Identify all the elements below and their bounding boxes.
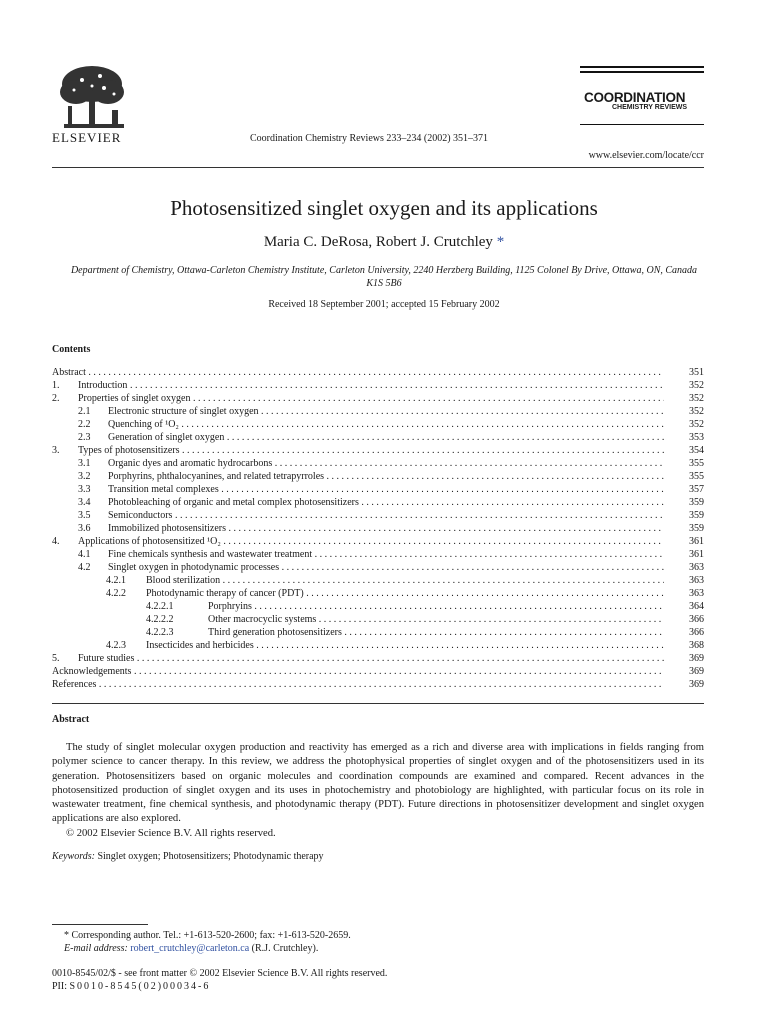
toc-entry-page: 359 (689, 523, 704, 534)
toc-entry[interactable] (52, 522, 704, 535)
toc-entry-label: Introduction . . . (78, 379, 664, 392)
toc-entry[interactable] (52, 509, 704, 522)
author-affiliation: Department of Chemistry, Ottawa-Carleton Chemistry Institute, Carleton University, 2240 Herzberg Building, 1125 Colonel By Drive, Ottawa, ON, Canada K1S 5B6 (70, 265, 698, 289)
abstract-body (52, 741, 704, 841)
toc-entry-label: Insecticides and herbicides . . . (146, 639, 664, 652)
toc-entry[interactable] (52, 613, 704, 626)
toc-entry-label: Future studies . . . (78, 652, 664, 665)
toc-entry-label: Transition metal complexes . . . (108, 483, 664, 496)
toc-entry-page: 359 (689, 510, 704, 521)
toc-entry[interactable] (52, 418, 704, 431)
table-of-contents (52, 366, 704, 691)
journal-logo-rule-second (580, 71, 704, 73)
toc-entry[interactable] (52, 548, 704, 561)
toc-entry[interactable] (52, 561, 704, 574)
pii-value: S0010-8545(02)00034-6 (69, 981, 211, 992)
toc-entry-label: Other macrocyclic systems . . . (208, 613, 664, 626)
toc-entry[interactable] (52, 366, 704, 379)
toc-entry[interactable] (52, 535, 704, 548)
toc-entry-label: Fine chemicals synthesis and wastewater treatment . . . (108, 548, 664, 561)
toc-entry-label: Porphyrins, phthalocyanines, and related tetrapyrroles . . . (108, 470, 664, 483)
toc-entry-label: Types of photosensitizers . . . (78, 444, 664, 457)
toc-entry-page: 359 (689, 497, 704, 508)
journal-logo-rule-top (580, 66, 704, 68)
toc-entry-page: 352 (689, 419, 704, 430)
toc-entry-number: 4.2.2 (106, 588, 126, 599)
keywords-list: Singlet oxygen; Photosensitizers; Photodynamic therapy (97, 851, 324, 862)
email-link[interactable]: robert_crutchley@carleton.ca (130, 943, 250, 954)
toc-entry-page: 357 (689, 484, 704, 495)
corresponding-author-mark[interactable]: * (496, 234, 505, 250)
toc-entry-page: 352 (689, 393, 704, 404)
toc-entry[interactable] (52, 639, 704, 652)
pii-line (52, 981, 210, 992)
toc-entry-number: 4.2.3 (106, 640, 126, 651)
toc-entry[interactable] (52, 574, 704, 587)
keywords-line (52, 851, 324, 862)
toc-entry-number: 2.3 (78, 432, 91, 443)
toc-entry-label: Applications of photosensitized ¹O₂ . . . (78, 535, 664, 548)
toc-entry[interactable] (52, 444, 704, 457)
toc-entry-page: 354 (689, 445, 704, 456)
toc-entry-number: 4.2.2.3 (146, 627, 174, 638)
toc-entry-label: Photobleaching of organic and metal complex photosensitizers . . . (108, 496, 664, 509)
toc-entry-page: 363 (689, 588, 704, 599)
toc-entry-page: 352 (689, 380, 704, 391)
toc-entry-number: 3.4 (78, 497, 91, 508)
toc-entry-page: 363 (689, 575, 704, 586)
toc-entry[interactable] (52, 470, 704, 483)
toc-entry[interactable] (52, 600, 704, 613)
pii-label: PII: (52, 981, 67, 992)
journal-reference: Coordination Chemistry Reviews 233–234 (2002) 351–371 (250, 133, 489, 144)
contents-divider (52, 703, 704, 704)
toc-entry-number: 4.2.1 (106, 575, 126, 586)
toc-entry-number: 4.1 (78, 549, 91, 560)
toc-entry-page: 351 (689, 367, 704, 378)
toc-entry-page: 369 (689, 653, 704, 664)
toc-entry-page: 353 (689, 432, 704, 443)
toc-entry-number: 1. (52, 380, 60, 391)
footnote-divider (52, 924, 148, 925)
toc-entry[interactable] (52, 431, 704, 444)
toc-entry-page: 366 (689, 627, 704, 638)
toc-entry-page: 363 (689, 562, 704, 573)
toc-entry-page: 361 (689, 549, 704, 560)
abstract-copyright: © 2002 Elsevier Science B.V. All rights reserved. (66, 827, 276, 839)
toc-entry[interactable] (52, 587, 704, 600)
toc-entry-label: Blood sterilization . . . (146, 574, 664, 587)
toc-entry[interactable] (52, 665, 704, 678)
toc-entry-number: 3.3 (78, 484, 91, 495)
toc-entry[interactable] (52, 678, 704, 691)
toc-entry-number: 4.2 (78, 562, 91, 573)
toc-entry-page: 352 (689, 406, 704, 417)
toc-entry-label: References . . . (52, 678, 664, 691)
publisher-name: ELSEVIER (52, 130, 122, 145)
toc-entry-number: 3.2 (78, 471, 91, 482)
corresponding-author-footnote: * Corresponding author. Tel.: +1-613-520-2600; fax: +1-613-520-2659. (64, 930, 351, 941)
toc-entry-number: 2.2 (78, 419, 91, 430)
journal-logo-rule-bottom (580, 124, 704, 125)
toc-entry-number: 3.6 (78, 523, 91, 534)
toc-entry-label: Properties of singlet oxygen . . . (78, 392, 664, 405)
toc-entry-page: 355 (689, 458, 704, 469)
toc-entry-page: 355 (689, 471, 704, 482)
article-title: Photosensitized singlet oxygen and its applications (170, 196, 598, 220)
toc-entry-label: Semiconductors . . . (108, 509, 664, 522)
received-dates: Received 18 September 2001; accepted 15 February 2002 (268, 299, 500, 310)
toc-entry[interactable] (52, 405, 704, 418)
toc-entry[interactable] (52, 392, 704, 405)
email-footnote (64, 943, 318, 954)
toc-entry-page: 368 (689, 640, 704, 651)
toc-entry-label: Acknowledgements . . . (52, 665, 664, 678)
elsevier-tree-logo (52, 62, 134, 132)
journal-url[interactable]: www.elsevier.com/locate/ccr (588, 150, 704, 161)
toc-entry[interactable] (52, 652, 704, 665)
toc-entry-page: 361 (689, 536, 704, 547)
toc-entry-number: 4.2.2.1 (146, 601, 174, 612)
toc-entry[interactable] (52, 483, 704, 496)
toc-entry-page: 366 (689, 614, 704, 625)
keywords-label: Keywords: (52, 851, 95, 862)
toc-entry[interactable] (52, 379, 704, 392)
journal-logo-subtitle: CHEMISTRY REVIEWS (612, 104, 688, 111)
toc-entry[interactable] (52, 496, 704, 509)
toc-entry-number: 4.2.2.2 (146, 614, 174, 625)
toc-entry-page: 369 (689, 666, 704, 677)
issn-line: 0010-8545/02/$ - see front matter © 2002 Elsevier Science B.V. All rights reserved. (52, 968, 388, 979)
toc-entry-number: 2. (52, 393, 60, 404)
toc-entry-label: Quenching of ¹O₂ . . . (108, 418, 664, 431)
header-divider (52, 167, 704, 168)
toc-entry-label: Photodynamic therapy of cancer (PDT) . . . (146, 587, 664, 600)
toc-entry-label: Organic dyes and aromatic hydrocarbons . . . (108, 457, 664, 470)
journal-logo-title: COORDINATION (584, 90, 686, 105)
toc-entry-number: 3.1 (78, 458, 91, 469)
abstract-heading: Abstract (52, 714, 90, 725)
email-suffix: (R.J. Crutchley). (251, 943, 319, 954)
author-names: Maria C. DeRosa, Robert J. Crutchley (263, 234, 493, 250)
toc-entry-label: Generation of singlet oxygen . . . (108, 431, 664, 444)
toc-entry-number: 5. (52, 653, 60, 664)
toc-entry-label: Singlet oxygen in photodynamic processes . . . (108, 561, 664, 574)
toc-entry-label: Third generation photosensitizers . . . (208, 626, 664, 639)
article-authors (0, 234, 768, 251)
toc-entry-label: Porphryins . . . (208, 600, 664, 613)
abstract-text: The study of singlet molecular oxygen production and reactivity has emerged as a rich and diverse area with implications in fields ranging from polymer science to cancer therapy. In this review, we address the photophysical properties of singlet oxygen and of the photosensitizers used in its generation. Photosensitizers based on organic molecules and coordination compounds are examined and compared. Recent advances in the photosensitized production of singlet oxygen and its uses in photochemistry and photobiology are highlighted, with particular focus on its role in wastewater treatment, fine chemical synthesis, and photodynamic therapy (PDT). Future directions in photosensitizer development and singlet oxygen applications are also explored. (52, 742, 704, 825)
toc-entry-number: 2.1 (78, 406, 91, 417)
toc-entry-label: Abstract . . . (52, 366, 664, 379)
toc-entry-label: Immobilized photosensitizers . . . (108, 522, 664, 535)
toc-entry[interactable] (52, 626, 704, 639)
toc-entry[interactable] (52, 457, 704, 470)
email-label: E-mail address: (64, 943, 128, 954)
toc-entry-page: 369 (689, 679, 704, 690)
toc-entry-number: 3.5 (78, 510, 91, 521)
toc-entry-label: Electronic structure of singlet oxygen . . . (108, 405, 664, 418)
toc-entry-number: 4. (52, 536, 60, 547)
toc-entry-page: 364 (689, 601, 704, 612)
toc-entry-number: 3. (52, 445, 60, 456)
contents-heading: Contents (52, 344, 91, 355)
